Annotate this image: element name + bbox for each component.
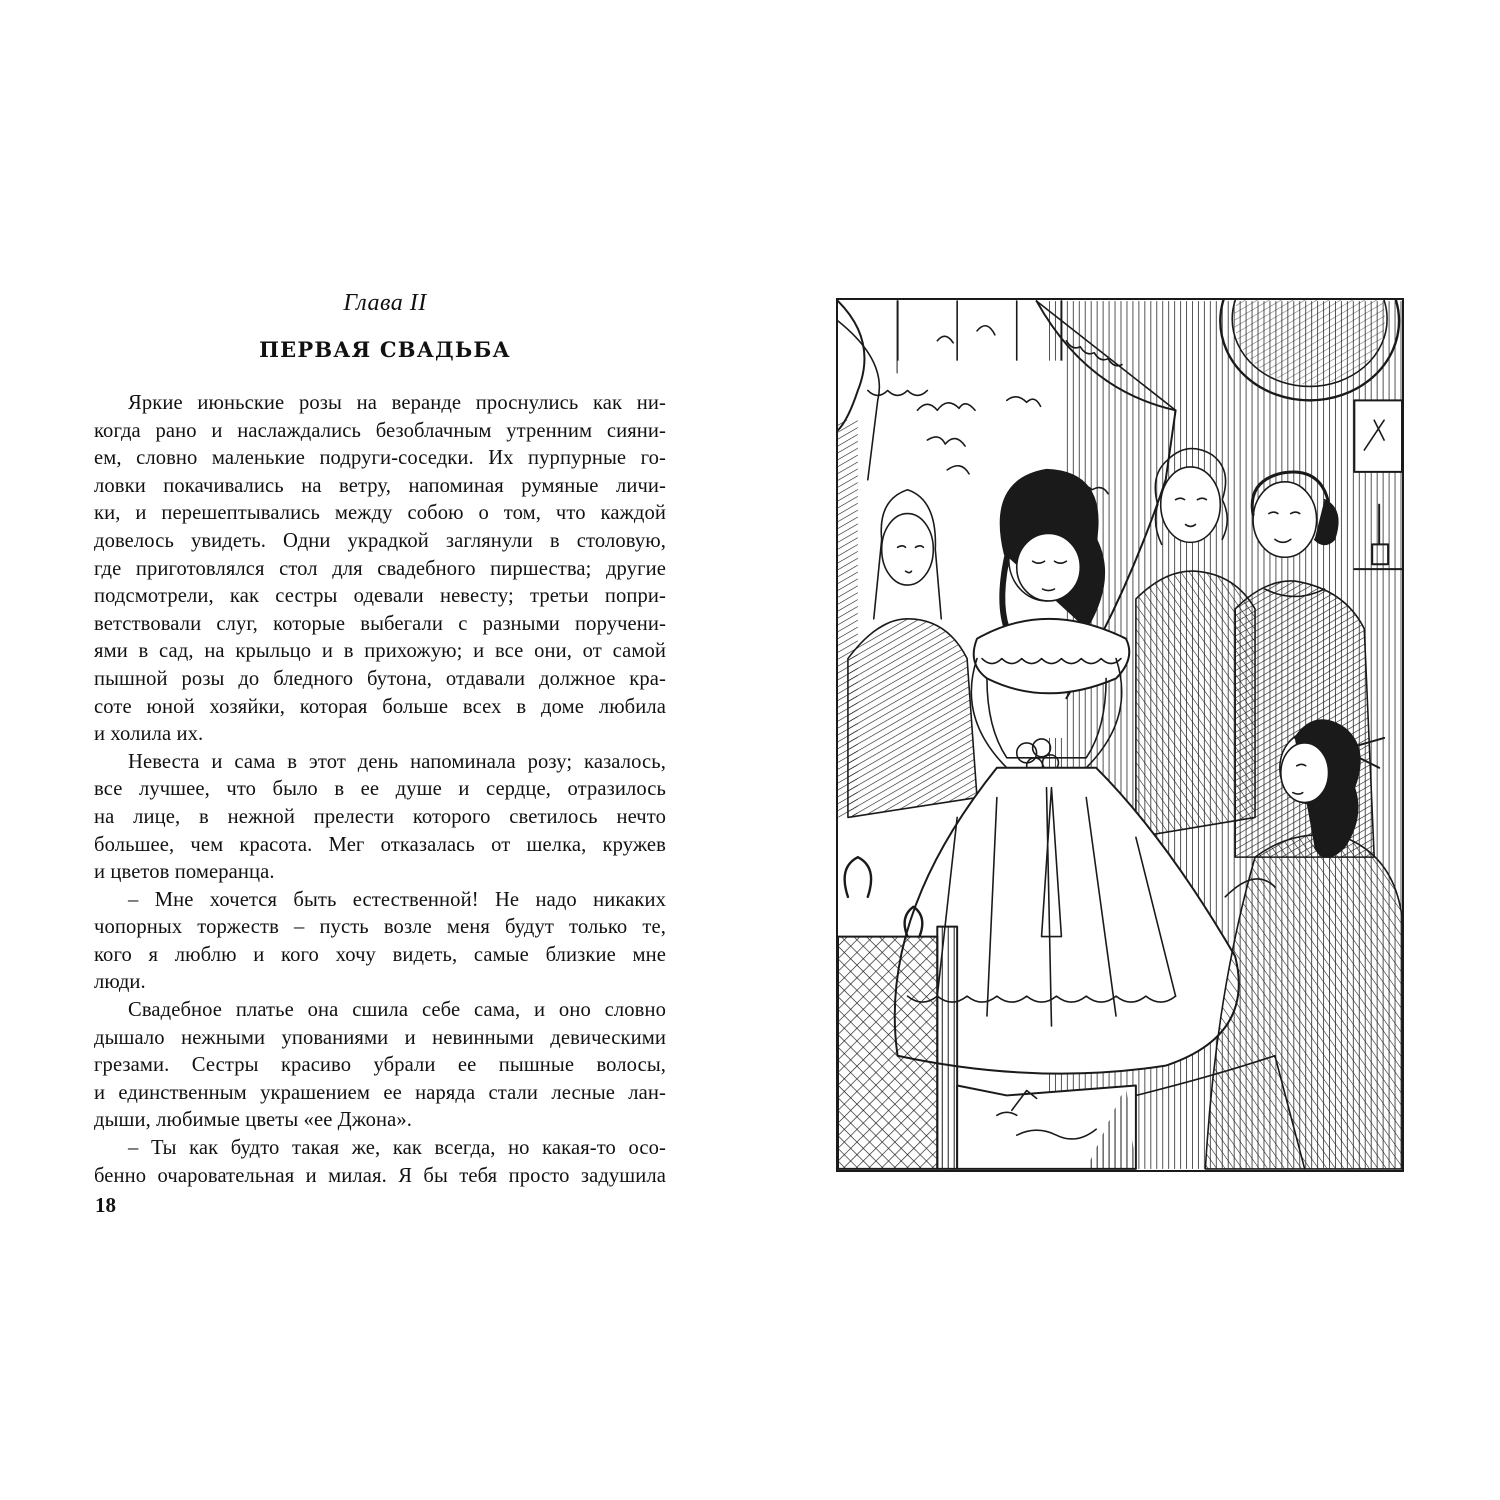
left-page: [94, 288, 666, 1190]
text-line: люди.: [94, 971, 146, 994]
text-line: и единственным украшением ее наряда стали лесные лан-: [94, 1081, 666, 1104]
illustration-drawing: [838, 300, 1402, 1170]
text-line: ями в сад, на крыльцо и в прихожую; и все они, от самой: [94, 640, 666, 663]
text-line: большее, чем красота. Мег отказалась от шелка, кружев: [94, 833, 666, 856]
body-text: [94, 390, 666, 1190]
text-line: и цветов померанца.: [94, 861, 275, 884]
text-line: все лучшее, что было в ее душе и сердце, отразилось: [94, 778, 666, 801]
text-line: пышной розы до бледного бутона, отдавали должное кра-: [94, 667, 666, 690]
text-line: подсмотрели, как сестры одевали невесту; третьи попри-: [94, 585, 666, 608]
text-line: ловки покачивались на ветру, напоминая румяные личи-: [94, 474, 666, 497]
text-line: на лице, в нежной прелести которого светилось нечто: [94, 805, 666, 828]
text-line: Яркие июньские розы на веранде проснулись как ни-: [128, 392, 666, 414]
text-line: ки, и перешептывались между собою о том, что каждой: [94, 502, 666, 525]
illustration-wedding-scene: [836, 298, 1404, 1172]
text-line: – Мне хочется быть естественной! Не надо никаких: [128, 888, 666, 911]
text-line: – Ты как будто такая же, как всегда, но какая-то осо-: [128, 1137, 666, 1160]
text-line: дышало нежными упованиями и невинными девическими: [94, 1026, 666, 1049]
text-line: чопорных торжеств – пусть возле меня будут только те,: [94, 916, 666, 939]
text-line: ветствовали слуг, которые выбегали с разными поручени-: [94, 612, 666, 635]
text-line: Свадебное платье она сшила себе сама, и оно словно: [128, 999, 666, 1022]
page-number: 18: [95, 1193, 116, 1217]
chapter-title: ПЕРВАЯ СВАДЬБА: [259, 337, 511, 362]
text-line: где приготовлялся стол для свадебного пиршества; другие: [94, 557, 666, 580]
text-line: когда рано и наслаждались безоблачным утренним сияни-: [94, 419, 666, 442]
text-line: дыши, любимые цветы «ее Джона».: [94, 1109, 413, 1132]
text-line: Невеста и сама в этот день напоминала розу; казалось,: [128, 750, 666, 773]
text-line: и холила их.: [94, 723, 204, 746]
text-line: кого я люблю и кого хочу видеть, самые близкие мне: [94, 943, 666, 966]
text-line: соте юной хозяйки, которая больше всех в доме любила: [94, 695, 666, 718]
chapter-label: Глава II: [343, 290, 427, 316]
text-line: довелось увидеть. Одни украдкой заглянули в столовую,: [94, 529, 666, 552]
text-line: бенно очаровательная и милая. Я бы тебя просто задушила: [94, 1164, 666, 1187]
text-line: грезами. Сестры красиво убрали ее пышные волосы,: [94, 1054, 666, 1077]
text-line: ем, словно маленькие подруги-соседки. Их пурпурные го-: [94, 447, 666, 470]
